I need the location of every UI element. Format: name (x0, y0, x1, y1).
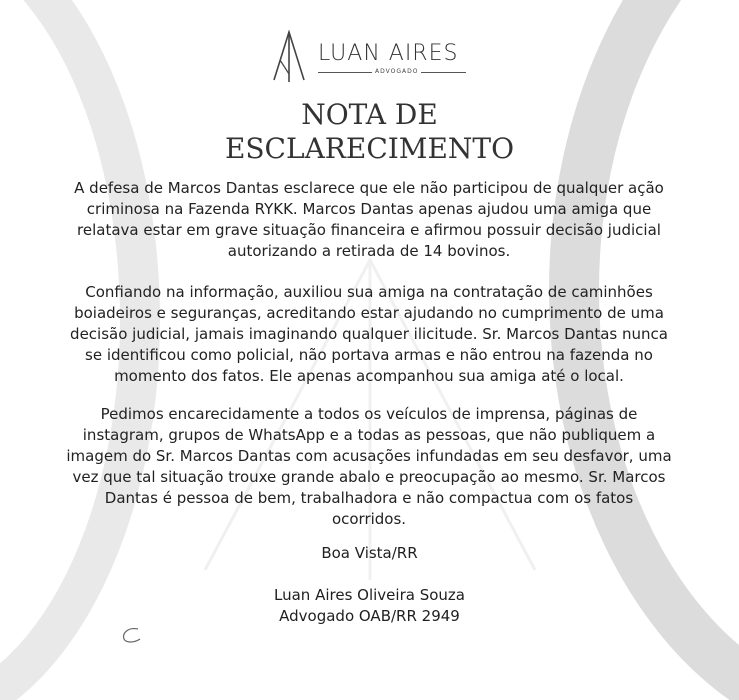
logo-subtitle: ADVOGADO (372, 68, 421, 75)
text-line: Confiando na informação, auxiliou sua amiga na contratação de caminhões (85, 283, 653, 301)
paragraph-3 (60, 404, 678, 530)
text-line: Pedimos encarecidamente a todos os veículos de imprensa, páginas de (100, 405, 638, 423)
logo (272, 30, 472, 82)
location: Boa Vista/RR (321, 544, 418, 562)
text-line: vez que tal situação trouxe grande abalo e preocupação ao mesmo. Sr. Marcos (72, 468, 666, 486)
corner-emblem-icon (118, 625, 148, 643)
text-line: autorizando a retirada de 14 bovinos. (227, 242, 511, 260)
signature-credential: Advogado OAB/RR 2949 (279, 607, 460, 625)
title-line-2: ESCLARECIMENTO (224, 132, 515, 165)
text-line: se identificou como policial, não portava armas e não entrou na fazenda no (85, 346, 653, 364)
text-line: instagram, grupos de WhatsApp e a todas as pessoas, que não publiquem a (82, 426, 656, 444)
logo-mark-icon (272, 30, 306, 82)
text-line: ocorridos. (331, 510, 407, 528)
text-line: relatava estar em grave situação financeira e afirmou possuir decisão judicial (77, 221, 661, 239)
text-line: A defesa de Marcos Dantas esclarece que ele não participou de qualquer ação (74, 179, 664, 197)
text-line: imagem do Sr. Marcos Dantas com acusações infundadas em seu desfavor, uma (66, 447, 672, 465)
logo-name: LUAN AIRES (318, 41, 459, 66)
text-line: decisão judicial, jamais imaginando qualquer ilicitude. Sr. Marcos Dantas nunca (70, 325, 668, 343)
paragraph-2 (60, 282, 678, 387)
text-line: boiadeiros e seguranças, acreditando estar ajudando no cumprimento de uma (74, 304, 664, 322)
text-line: Dantas é pessoa de bem, trabalhadora e não compactua com os fatos (104, 489, 634, 507)
text-line: criminosa na Fazenda RYKK. Marcos Dantas apenas ajudou uma amiga que (86, 200, 652, 218)
page-title (0, 98, 739, 166)
title-line-1: NOTA DE (301, 98, 438, 131)
signature-name: Luan Aires Oliveira Souza (274, 586, 465, 604)
paragraph-1 (60, 178, 678, 262)
text-line: momento dos fatos. Ele apenas acompanhou sua amiga até o local. (114, 367, 624, 385)
